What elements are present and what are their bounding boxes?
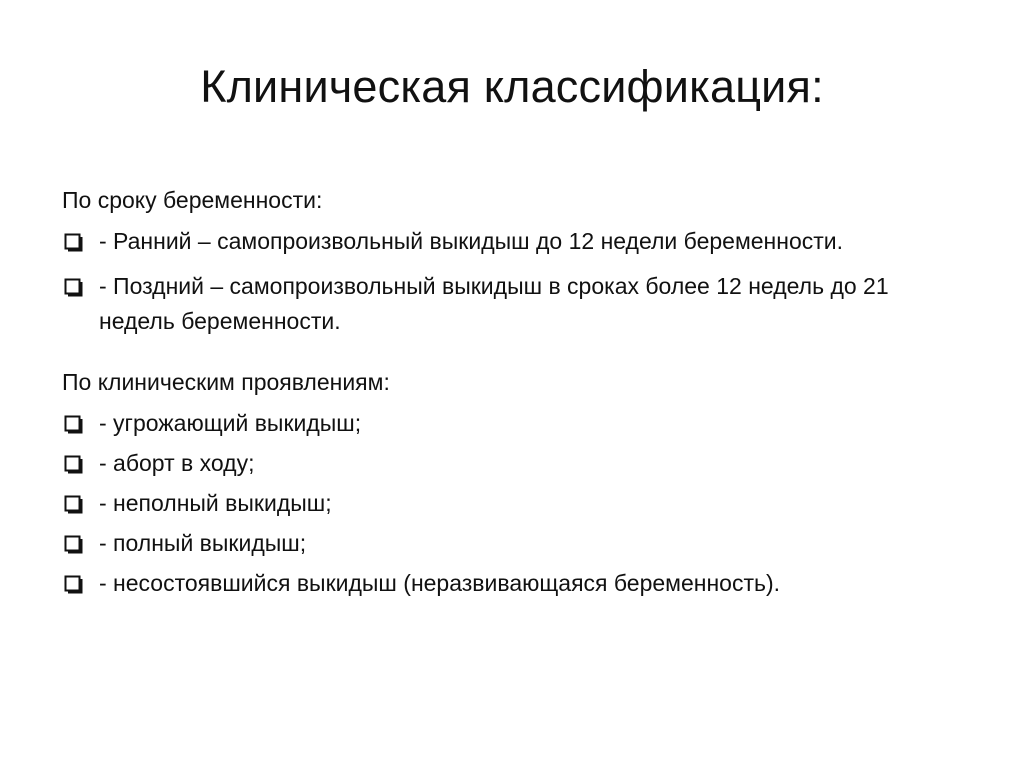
checkbox-bullet-icon <box>63 486 87 521</box>
section-heading: По сроку беременности: <box>62 187 323 213</box>
slide-content <box>62 183 962 627</box>
slide-title: Клиническая классификация: <box>200 61 824 112</box>
list-item <box>62 526 962 561</box>
list-item <box>62 446 962 481</box>
list-item <box>62 566 962 601</box>
list-item-text: - неполный выкидыш; <box>99 490 332 516</box>
checkbox-bullet-icon <box>63 224 87 259</box>
list-item-text: - Ранний – самопроизвольный выкидыш до 12 недели беременности. <box>99 228 844 254</box>
list-item <box>62 486 962 521</box>
checkbox-bullet-icon <box>63 526 87 561</box>
list-item-text: - несостоявшийся выкидыш (неразвивающаяся беременность). <box>99 570 781 596</box>
checkbox-bullet-icon <box>63 566 87 601</box>
list-item <box>62 406 962 441</box>
bullet-list <box>62 224 962 339</box>
bullet-list <box>62 406 962 601</box>
checkbox-bullet-icon <box>63 446 87 481</box>
list-item <box>62 224 962 259</box>
list-item-text: - Поздний – самопроизвольный выкидыш в сроках более 12 недель до 21 недель беременности. <box>99 273 889 334</box>
list-item <box>62 269 962 339</box>
list-item-text: - полный выкидыш; <box>99 530 307 556</box>
checkbox-bullet-icon <box>63 269 87 304</box>
list-item-text: - аборт в ходу; <box>99 450 255 476</box>
list-item-text: - угрожающий выкидыш; <box>99 410 362 436</box>
section-heading: По клиническим проявлениям: <box>62 369 390 395</box>
section-by-clinical-manifestations <box>62 365 962 601</box>
checkbox-bullet-icon <box>63 406 87 441</box>
section-by-term <box>62 183 962 339</box>
